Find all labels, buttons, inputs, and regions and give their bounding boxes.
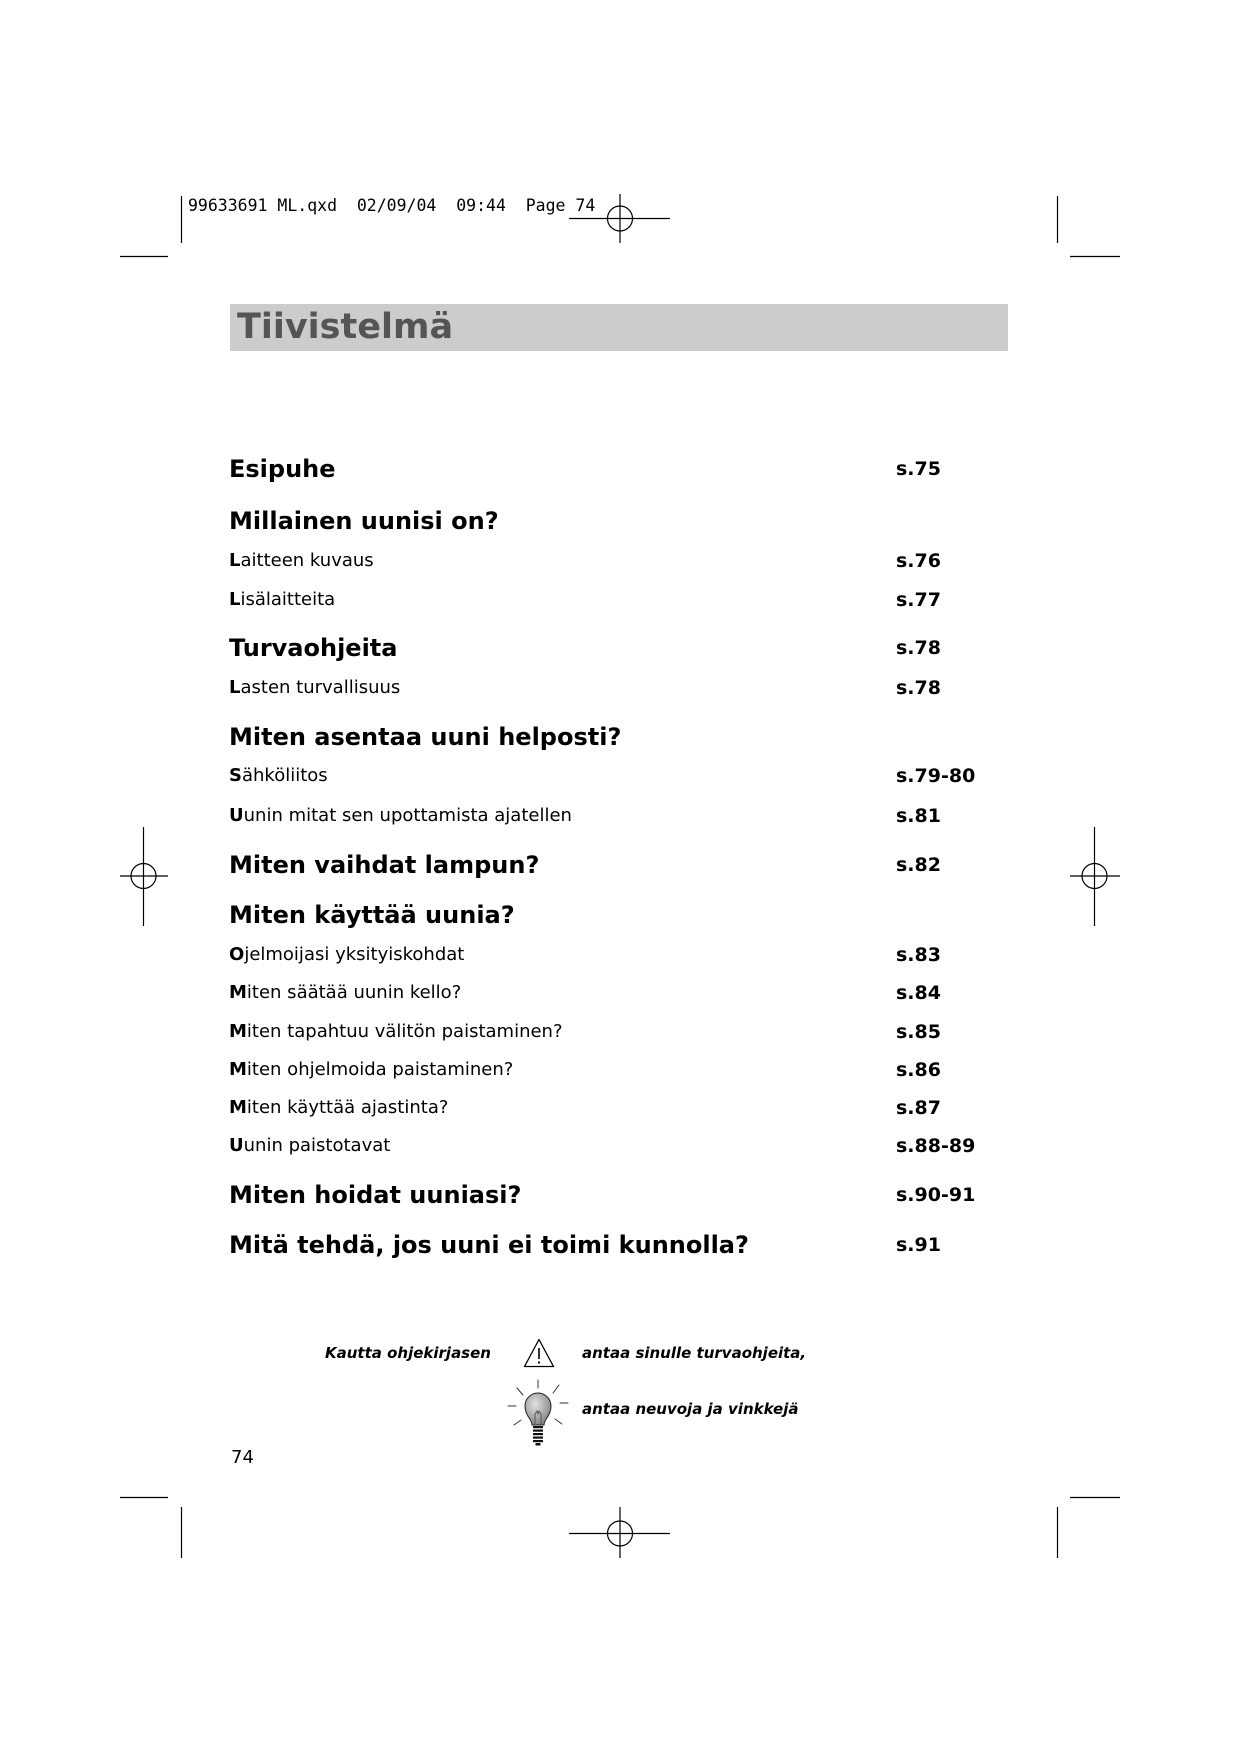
toc-row-uunin-kello xyxy=(229,981,1009,1005)
toc-page-ref: s.83 xyxy=(896,944,941,966)
registration-mark-left xyxy=(120,827,168,926)
slug-file: 99633691 ML.qxd xyxy=(188,196,338,215)
print-slug xyxy=(188,196,595,216)
toc-page-ref: s.86 xyxy=(896,1059,941,1081)
toc-item-uunin-mitat: Uunin mitat sen upottamista ajatellen xyxy=(229,805,572,826)
toc-row-valiton-paistaminen xyxy=(229,1020,1009,1044)
toc-row-millainen-uunisi-on xyxy=(229,506,1009,536)
toc-item-laitteen-kuvaus: Laitteen kuvaus xyxy=(229,550,374,571)
toc-row-vianetsinta xyxy=(229,1230,1009,1260)
toc-heading-esipuhe: Esipuhe xyxy=(229,455,336,483)
toc-row-uunin-mitat xyxy=(229,804,1009,828)
footer-warning-text: antaa sinulle turvaohjeita, xyxy=(582,1344,807,1362)
crop-mark-bottom-left xyxy=(120,1498,182,1559)
toc-heading-millainen-uunisi-on: Millainen uunisi on? xyxy=(229,507,499,535)
toc-item-paistotavat: Uunin paistotavat xyxy=(229,1135,391,1156)
light-bulb-icon xyxy=(507,1379,569,1447)
toc-page-ref: s.82 xyxy=(896,854,941,876)
toc-row-miten-asentaa-uuni xyxy=(229,722,1009,752)
toc-heading-vianetsinta: Mitä tehdä, jos uuni ei toimi kunnolla? xyxy=(229,1231,749,1259)
toc-page-ref: s.90-91 xyxy=(896,1184,976,1206)
toc-item-ajastin: Miten käyttää ajastinta? xyxy=(229,1097,449,1118)
toc-row-sahkoliitos xyxy=(229,764,1009,788)
warning-triangle-icon xyxy=(523,1338,555,1368)
toc-row-lasten-turvallisuus xyxy=(229,676,1009,700)
title-bar xyxy=(230,304,1008,351)
toc-page-ref: s.91 xyxy=(896,1234,941,1256)
toc-item-ohjelmoida-paistaminen: Miten ohjelmoida paistaminen? xyxy=(229,1059,514,1080)
toc-page-ref: s.77 xyxy=(896,589,941,611)
toc-row-esipuhe xyxy=(229,454,1009,484)
toc-item-lisalaitteita: Lisälaitteita xyxy=(229,589,336,610)
toc-heading-miten-kayttaa-uunia: Miten käyttää uunia? xyxy=(229,901,515,929)
slug-page: Page 74 xyxy=(525,196,596,215)
crop-mark-bottom-right xyxy=(1058,1498,1121,1559)
toc-row-miten-vaihdat-lampun xyxy=(229,850,1009,880)
toc-heading-miten-vaihdat-lampun: Miten vaihdat lampun? xyxy=(229,851,540,879)
footer-tip-text: antaa neuvoja ja vinkkejä xyxy=(582,1400,799,1418)
toc-row-ajastin xyxy=(229,1096,1009,1120)
toc-page-ref: s.79-80 xyxy=(896,765,976,787)
toc-item-ojelmoijasi: Ojelmoijasi yksityiskohdat xyxy=(229,944,465,965)
toc-row-lisalaitteita xyxy=(229,588,1009,612)
registration-mark-bottom xyxy=(569,1507,670,1558)
toc-page-ref: s.88-89 xyxy=(896,1135,976,1157)
toc-row-paistotavat xyxy=(229,1134,1009,1158)
toc-item-sahkoliitos: Sähköliitos xyxy=(229,765,328,786)
toc-heading-turvaohjeita: Turvaohjeita xyxy=(229,634,398,662)
page-title: Tiivistelmä xyxy=(237,307,454,347)
toc-item-valiton-paistaminen: Miten tapahtuu välitön paistaminen? xyxy=(229,1021,563,1042)
toc-row-miten-kayttaa-uunia xyxy=(229,900,1009,930)
crop-mark-top-right xyxy=(1058,196,1121,257)
toc-page-ref: s.81 xyxy=(896,805,941,827)
toc-page-ref: s.75 xyxy=(896,458,941,480)
page-number: 74 xyxy=(231,1447,254,1468)
toc-row-miten-hoidat-uuniasi xyxy=(229,1180,1009,1210)
registration-mark-right xyxy=(1070,827,1120,926)
toc-row-laitteen-kuvaus xyxy=(229,549,1009,573)
toc-item-uunin-kello: Miten säätää uunin kello? xyxy=(229,982,462,1003)
toc-page-ref: s.85 xyxy=(896,1021,941,1043)
toc-page-ref: s.76 xyxy=(896,550,941,572)
slug-time: 09:44 xyxy=(456,196,506,215)
toc-page-ref: s.78 xyxy=(896,637,941,659)
crop-mark-top-left xyxy=(120,196,182,257)
toc-heading-miten-asentaa-uuni: Miten asentaa uuni helposti? xyxy=(229,723,622,751)
toc-page-ref: s.87 xyxy=(896,1097,941,1119)
toc-row-turvaohjeita xyxy=(229,633,1009,663)
slug-date: 02/09/04 xyxy=(356,196,437,215)
toc-heading-miten-hoidat-uuniasi: Miten hoidat uuniasi? xyxy=(229,1181,522,1209)
footer-intro-text: Kautta ohjekirjasen xyxy=(325,1344,491,1362)
toc-page-ref: s.78 xyxy=(896,677,941,699)
toc-page-ref: s.84 xyxy=(896,982,941,1004)
toc-row-ohjelmoida-paistaminen xyxy=(229,1058,1009,1082)
toc-item-lasten-turvallisuus: Lasten turvallisuus xyxy=(229,677,401,698)
toc-row-ojelmoijasi xyxy=(229,943,1009,967)
